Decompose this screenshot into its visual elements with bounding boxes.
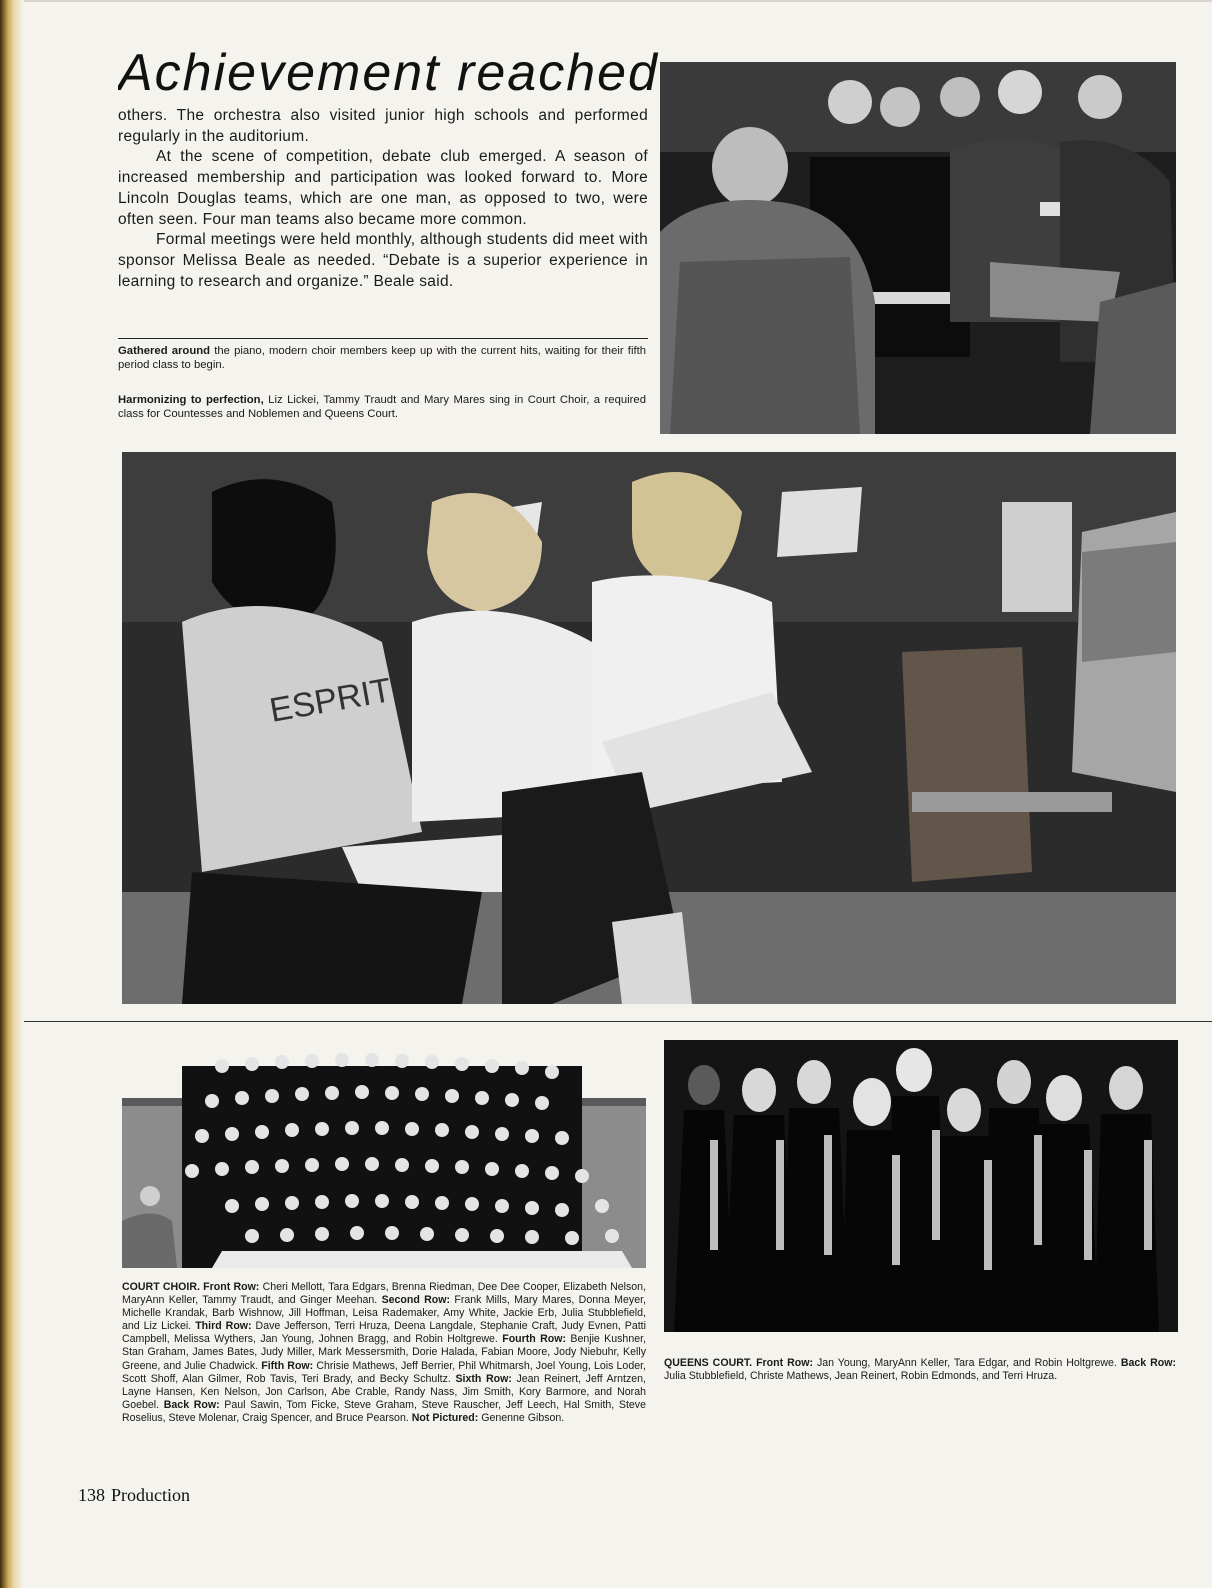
roster-title: COURT CHOIR. [122, 1281, 200, 1293]
roster-row-names: Chrisie Mathews, Jeff Berrier, Phil Whitmarsh, Joel Young, Lois Loder, Scott Shoff, Alan Gilmer, Rob Tavis, Teri Brady, and Becky Schultz. [122, 1359, 646, 1385]
roster-row-names: Julia Stubblefield, Christe Mathews, Jean Reinert, Robin Edmonds, and Terri Hruza. [664, 1370, 1058, 1383]
section-rule [24, 1021, 1212, 1022]
page-number: 138 [78, 1485, 105, 1505]
section-name: Production [111, 1485, 190, 1505]
piano-choir-photo [660, 62, 1176, 434]
roster-row-label: Back Row: [163, 1398, 220, 1411]
roster-title: QUEENS COURT. [664, 1357, 753, 1369]
page-heading: Achievement reached [118, 44, 659, 102]
caption-lead: Harmonizing to perfection, [118, 394, 264, 406]
roster-row-names: Paul Sawin, Tom Ficke, Steve Graham, Steve Rauscher, Jeff Leech, Hal Smith, Steve Roselius, Steve Molenar, Craig Spencer, and Bruce Pearson. [122, 1398, 646, 1424]
court-choir-group-photo [122, 1046, 646, 1268]
harmonizing-choir-photo [122, 452, 1176, 1004]
roster-row-names: Benjie Kushner, Stan Graham, James Bates, Judy Miller, Mark Messersmith, Dorie Halada, Fabian Moore, Jody Niebuhr, Kelly Greene, and Julie Chadwick. [122, 1333, 646, 1372]
roster-row-label: Second Row: [381, 1294, 451, 1307]
roster-row-names: Frank Mills, Mary Mares, Donna Meyer, Michelle Krandak, Barb Wishnow, Jill Hoffman, Leisa Rademaker, Amy White, Jackie Erb, Julia Stubblefield, and Liz Lickei. [122, 1294, 646, 1333]
queens-court-group-photo [664, 1040, 1178, 1332]
page-footer [78, 1485, 196, 1506]
article-paragraph: At the scene of competition, debate club emerged. A season of increased membership and participation was looked forward to. More Lincoln Douglas teams, which are one man, as opposed to two, were often seen. Four man teams also became more common. [118, 148, 648, 228]
article-body [118, 106, 648, 292]
article-paragraph: others. The orchestra also visited junior high schools and performed regularly in the auditorium. [118, 107, 648, 145]
caption-text: the piano, modern choir members keep up with the current hits, waiting for their fifth period class to begin. [118, 345, 647, 371]
roster-row-names: Dave Jefferson, Terri Hruza, Deena Langdale, Stephanie Craft, Judy Evnen, Patti Campbell, Melissa Wythers, Jan Young, Johnen Bragg, and Robin Holtgrewe. [122, 1320, 646, 1346]
roster-row-label: Not Pictured: [411, 1411, 479, 1424]
roster-row-names: Genenne Gibson. [481, 1411, 565, 1424]
caption-lead: Gathered around [118, 345, 211, 357]
roster-row-names: Cheri Mellott, Tara Edgars, Brenna Riedman, Dee Dee Cooper, Elizabeth Nelson, MaryAnn Keller, Tammy Traudt, and Ginger Meehan. [122, 1281, 646, 1307]
caption-divider [118, 338, 648, 339]
article-paragraph: Formal meetings were held monthly, although students did meet with sponsor Melissa Beale as needed. “Debate is a superior experience in learning to research and organize.” Beale said. [118, 231, 648, 290]
roster-row-label: Sixth Row: [455, 1372, 512, 1385]
sweater-brand-text: ESPRIT [266, 671, 395, 730]
roster-row-label: Fifth Row: [261, 1359, 314, 1372]
roster-row-label: Third Row: [195, 1320, 252, 1333]
book-binding-edge [0, 0, 24, 1588]
caption-piano-photo [118, 345, 646, 372]
page-top-edge [24, 0, 1212, 2]
roster-row-names: Jan Young, MaryAnn Keller, Tara Edgar, and Robin Holtgrewe. [816, 1357, 1117, 1369]
roster-row-names: Jean Reinert, Jeff Arntzen, Layne Hansen, Ken Nelson, Jon Carlson, Abe Crable, Randy Nass, Jim Smith, Kory Barmore, and Norah Goebel. [122, 1372, 647, 1411]
caption-choir-photo [118, 394, 646, 421]
roster-row-label: Front Row: [203, 1281, 260, 1293]
roster-row-label: Fourth Row: [502, 1333, 567, 1346]
caption-text: Liz Lickei, Tammy Traudt and Mary Mares sing in Court Choir, a required class for Countesses and Noblemen and Queens Court. [118, 394, 646, 420]
roster-row-label: Front Row: [756, 1357, 813, 1369]
roster-row-label: Back Row: [1120, 1357, 1176, 1369]
court-choir-roster [122, 1281, 646, 1425]
queens-court-roster [664, 1357, 1176, 1383]
